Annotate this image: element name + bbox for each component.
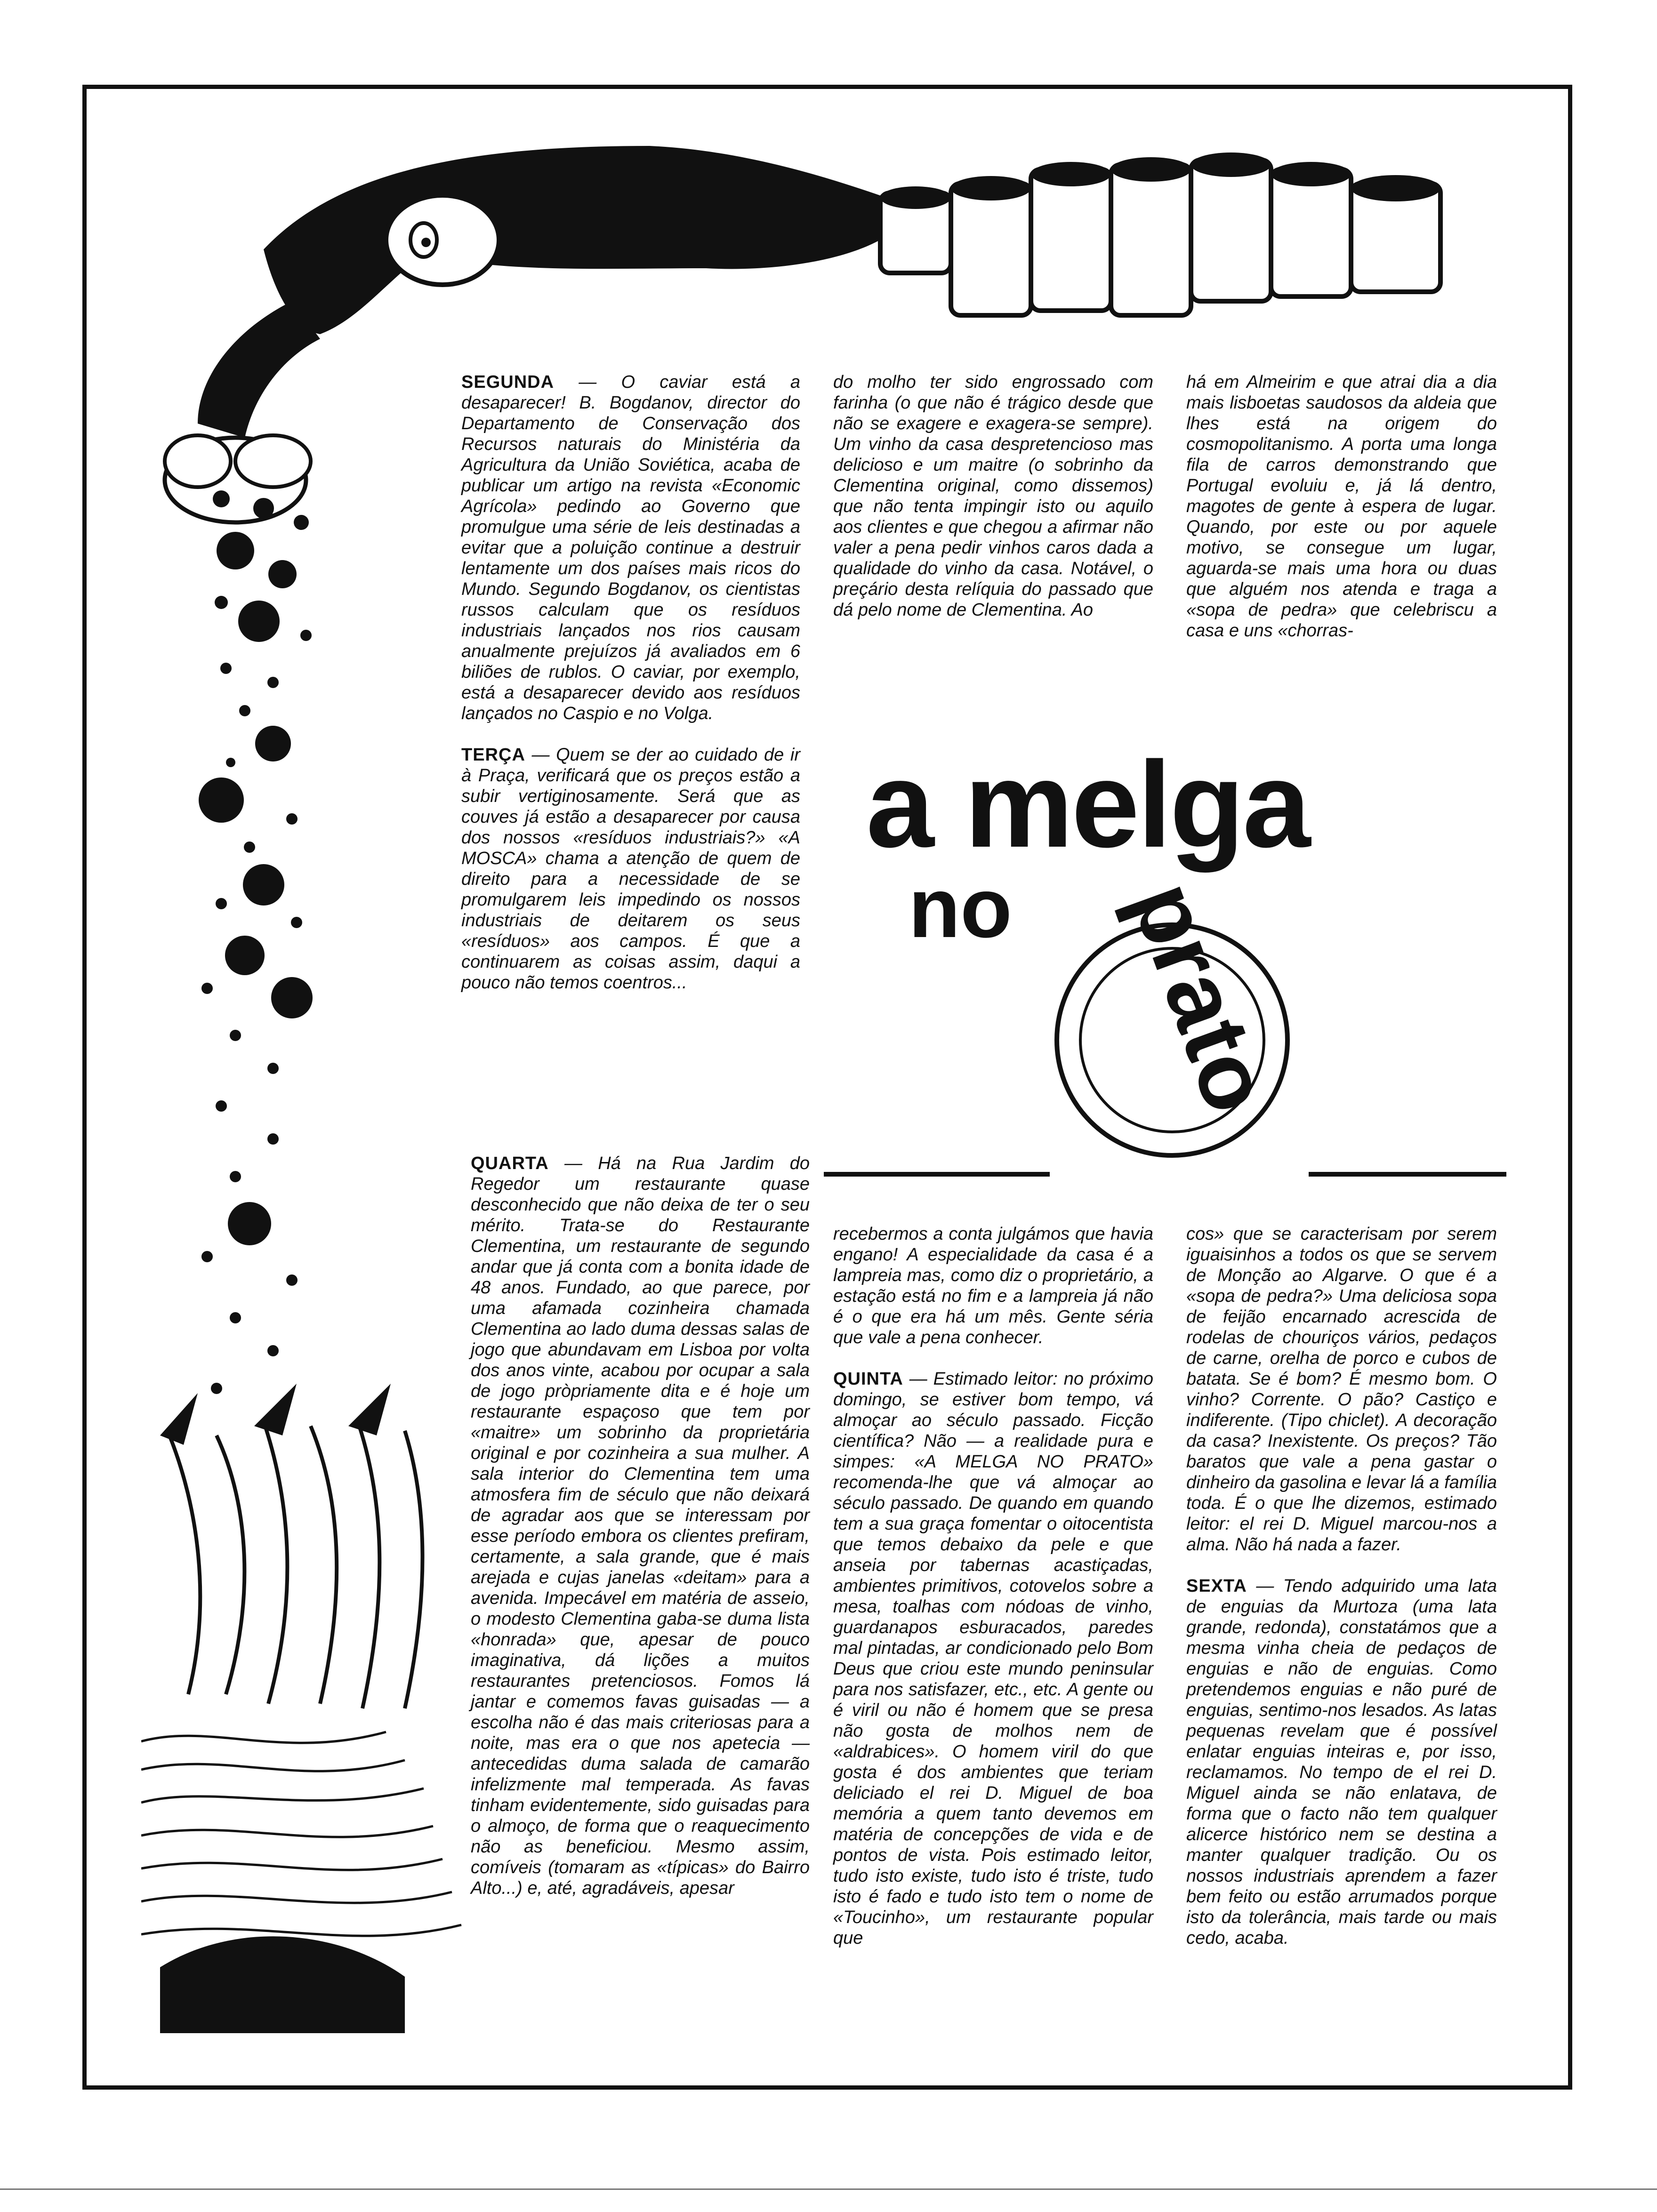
column-bottom-3 bbox=[1186, 1224, 1497, 1969]
column-segunda-terca bbox=[461, 372, 800, 1014]
paragraph-segunda: SEGUNDA — O caviar está a desaparecer! B. Bogdanov, director do Departamento de Conservação dos Recursos naturais do Ministéria da Agricultura da União Soviética, acaba de publicar um artigo na revista «Economic Agrícola» pedindo ao Governo que promulgue uma série de leis destinadas a evitar que a poluição continue a destruir lentamente um dos países mais ricos do Mundo. Segundo Bogdanov, os cientistas russos calculam que os resíduos industriais lançados nos rios causam anualmente prejuízos já avaliados em 6 biliões de rublos. O caviar, por exemplo, está a desaparecer devido aos resíduos lançados no Caspio e no Volga. bbox=[461, 372, 800, 723]
paragraph-almeirim: há em Almeirim e que atrai dia a dia mais lisboetas saudosos da aldeia que lhes está na origem do cosmopolitanismo. A porta uma longa fila de carros demonstrando que Portugal evoluiu e, já lá dentro, magotes de gente à espera de lugar. Quando, por este ou por aquele motivo, se consegue um lugar, aguarda-se mais uma hora ou duas que alguém nos atenda e traga a «sopa de pedra» que celebriscu a casa e uns «chorras- bbox=[1186, 372, 1497, 641]
paragraph-molho: do molho ter sido engrossado com farinha (o que não é trágico desde que não se exagere e exagera-se sempre). Um vinho da casa despretencioso mas delicioso e um maitre (o sobrinho da Clementina original, como dissemos) que não tenta impingir isto ou aquilo aos clientes e que chegou a afirmar não valer a pena pedir vinhos caros dada a qualidade do vinho da casa. Notável, o preçário desta relíquia do passado que dá pelo nome de Clementina. Ao bbox=[833, 372, 1153, 620]
column-top-3 bbox=[1186, 372, 1497, 662]
paragraph-sexta: SEXTA — Tendo adquirido uma lata de enguias da Murtoza (uma lata grande, redonda), constatámos que a mesma vinha cheia de pedaços de enguias e não de enguias. Como pretendemos enguias e não puré de enguias, sentimo-nos lesados. As latas pequenas revelam que é possível enlatar enguias inteiras e, por isso, reclamamos. No tempo de el rei D. Miguel ainda se não enlatava, de forma que o facto não tem qualquer alicerce histórico nem se destina a manter qualquer tradição. Ou os nossos industriais aprendem a fazer bem feito ou estão arrumados porque isto da tolerância, mais tarde ou mais cedo, acaba. bbox=[1186, 1576, 1497, 1948]
eel-dish-illustration bbox=[141, 1365, 480, 2061]
column-bottom-2 bbox=[833, 1224, 1153, 1969]
paragraph-sopa: cos» que se caracterisam por serem iguaisinhos a todos os que se servem de Monção ao Algarve. O que é a «sopa de pedra?» Uma deliciosa sopa de feijão encarnado acrescida de rodelas de chouriços vários, pedaços de carne, orelha de porco e cubos de batata. Se é bom? É mesmo bom. O vinho? Corrente. O pão? Castiço e indiferente. (Tipo chiclet). A decoração da casa? Inexistente. Os preços? Tão baratos que vale a pena gastar o dinheiro da gasolina e levar lá a família toda. É o que lhe dizemos, estimado leitor: el rei D. Miguel marcou-nos a alma. Não há nada a fazer. bbox=[1186, 1224, 1497, 1555]
headline-line-1: a melga bbox=[866, 737, 1309, 873]
column-top-2 bbox=[833, 372, 1153, 641]
falling-drops-illustration bbox=[179, 480, 348, 1421]
headline-line-2: no bbox=[909, 861, 1012, 955]
column-quarta bbox=[471, 1153, 810, 1919]
paragraph-quarta: QUARTA — Há na Rua Jardim do Regedor um restaurante quase desconhecido que não deixa de ter o seu mérito. Trata-se do Restaurante Clementina, um restaurante de segundo andar que já conta com a bonita idade de 48 anos. Fundado, ao que parece, por uma afamada cozinheira chamada Clementina ao lado duma dessas salas de jogo que abundavam em Lisboa por volta dos anos vinte, acabou por ocupar a sala de jogo pròpriamente dita e é hoje um restaurante espaçoso que tem por «maitre» um sobrinho da proprietária original e por cozinheira a sua mulher. A sala interior do Clementina tem uma atmosfera fim de século que não deixará de agradar aos que se interessam por esse período embora os clientes prefiram, certamente, a sala grande, que é mais arejada e cujas janelas «deitam» para a avenida. Impecável em matéria de asseio, o modesto Clementina gaba-se duma lista «honrada» que, apesar de pouco imaginativa, dá lições a muitos restaurantes pretenciosos. Fomos lá jantar e comemos favas guisadas — a escolha não é das mais criteriosas para a noite, mas era o que nos apetecia — antecedidas duma salada de camarão infelizmente mal temperada. As favas tinham evidentemente, sido guisadas para o almoço, de forma que o reaquecimento não as beneficiou. Mesmo assim, comíveis (tomaram as «típicas» do Bairro Alto...) e, até, agradáveis, apesar bbox=[471, 1154, 810, 1898]
paragraph-terca: TERÇA — Quem se der ao cuidado de ir à Praça, verificará que os preços estão a subir vertiginosamente. Será que as couves já estão a desaparecer por causa dos nossos «resíduos industriais?» «A MOSCA» chama a atenção de quem de direito para a necessidade de se promulgarem leis impedindo os nossos industriais de deitarem os seus «resíduos» aos campos. É que a continuarem as coisas assim, daqui a pouco não temos coentros... bbox=[461, 745, 800, 993]
scan-edge-line bbox=[0, 2188, 1657, 2190]
headline-rule-left bbox=[824, 1172, 1050, 1177]
headline-line-3: prato bbox=[1111, 868, 1291, 1126]
headline-rule-right bbox=[1309, 1172, 1506, 1177]
paragraph-quinta: QUINTA — Estimado leitor: no próximo domingo, se estiver bom tempo, vá almoçar ao século passado. Ficção científica? Não — a realidade pura e simpes: «A MELGA NO PRATO» recomenda-lhe que vá almoçar ao século passado. De quando em quando tem a sua graça fomentar o oitocentista que temos debaixo da pele e que anseia por tabernas acastiçadas, ambientes primitivos, cotovelos sobre a mesa, toalhas com nódoas de vinho, guardanapos esburacados, paredes mal pintadas, ar condicionado pelo Bom Deus que criou este mundo peninsular para nos satisfazer, etc., etc. A gente ou é viril ou não é homem que se presa não gosta de molhos nem de «aldrabices». O homem viril do que gosta é dos ambientes que teriam deliciado el rei D. Miguel de boa memória a quem tanto devemos em matéria de concepções de vida e de pontos de vista. Pois estimado leitor, tudo isto existe, tudo isto é triste, tudo isto é fado e tudo isto tem o nome de «Toucinho», um restaurante popular que bbox=[833, 1369, 1153, 1948]
paragraph-conta: recebermos a conta julgámos que havia engano! A especialidade da casa é a lampreia mas, como diz o proprietário, a estação está no fim e a lampreia já não é o que era há um mês. Gente séria que vale a pena conhecer. bbox=[833, 1224, 1153, 1347]
